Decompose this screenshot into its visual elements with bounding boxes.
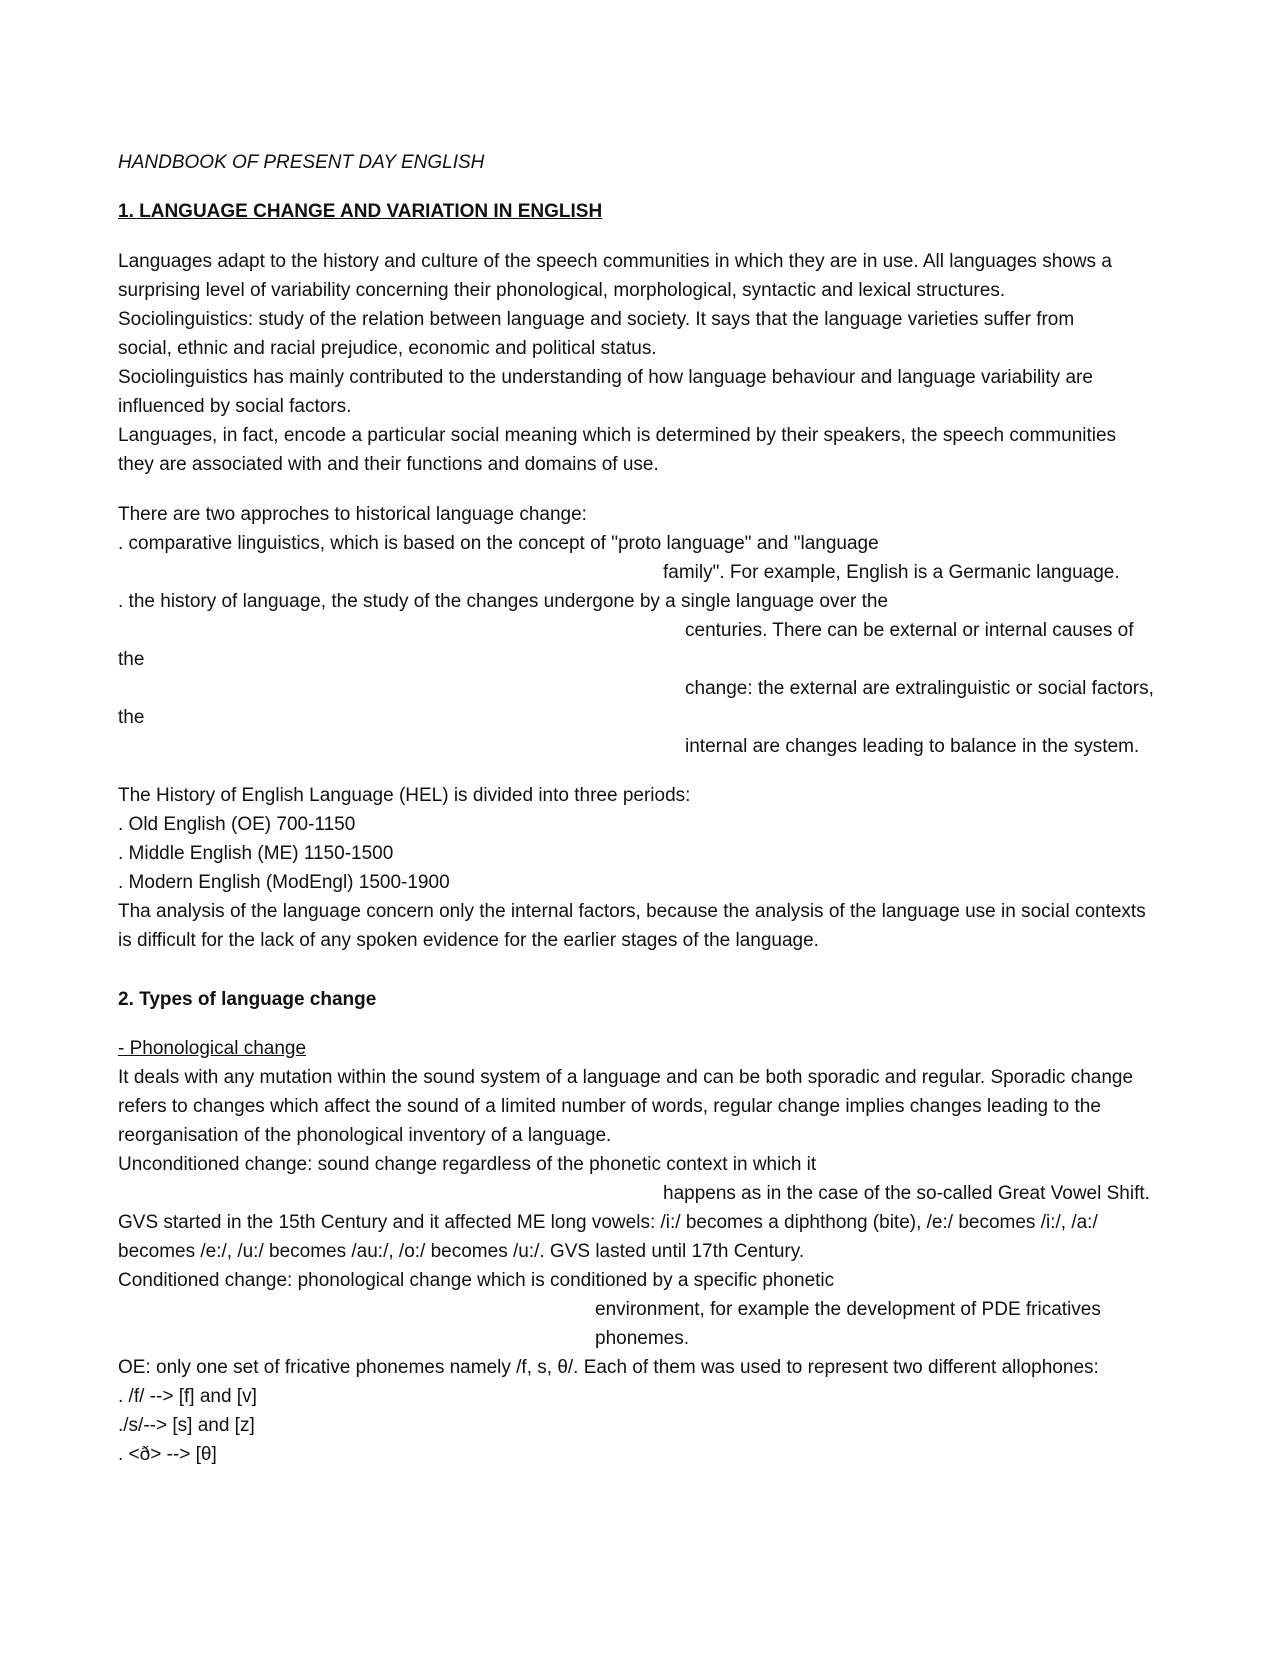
- period-item: . Modern English (ModEngl) 1500-1900: [118, 872, 450, 893]
- document-header: HANDBOOK OF PRESENT DAY ENGLISH: [118, 152, 485, 173]
- conditioned-change-line-3: phonemes.: [595, 1328, 690, 1349]
- section-1-heading: 1. LANGUAGE CHANGE AND VARIATION IN ENGLISH: [118, 201, 603, 222]
- phonological-line-3: reorganisation of the phonological inventory of a language.: [118, 1125, 612, 1146]
- intro-line-1: Languages adapt to the history and culture of the speech communities in which they are in use. All languages shows a: [118, 251, 1112, 272]
- unconditioned-change-line-1: Unconditioned change: sound change regardless of the phonetic context in which it: [118, 1154, 817, 1175]
- intro-line-5: Sociolinguistics has mainly contributed to the understanding of how language behaviour and language variability are: [118, 367, 1093, 388]
- allophone-item: . <ð> --> [θ]: [118, 1444, 217, 1465]
- intro-line-4: social, ethnic and racial prejudice, economic and political status.: [118, 338, 657, 359]
- unconditioned-change-line-2: happens as in the case of the so-called Great Vowel Shift.: [663, 1183, 1150, 1204]
- periods-analysis-line-2: is difficult for the lack of any spoken evidence for the earlier stages of the language.: [118, 930, 819, 951]
- approach-history-line-3: the: [118, 649, 145, 670]
- approach-history-line-6: internal are changes leading to balance in the system.: [685, 736, 1140, 757]
- approaches-lead: There are two approches to historical language change:: [118, 504, 587, 525]
- section-2-heading: 2. Types of language change: [118, 989, 377, 1010]
- approach-comparative-line-1: . comparative linguistics, which is based on the concept of "proto language" and "language: [118, 533, 879, 554]
- period-item: . Middle English (ME) 1150-1500: [118, 843, 394, 864]
- conditioned-change-line-1: Conditioned change: phonological change which is conditioned by a specific phonetic: [118, 1270, 835, 1291]
- intro-line-2: surprising level of variability concerning their phonological, morphological, syntactic and lexical structures.: [118, 280, 1006, 301]
- intro-line-8: they are associated with and their functions and domains of use.: [118, 454, 659, 475]
- gvs-line-1: GVS started in the 15th Century and it affected ME long vowels: /i:/ becomes a diphthong (bite), /e:/ becomes /i:/, /a:/: [118, 1212, 1098, 1233]
- periods-analysis-line-1: Tha analysis of the language concern only the internal factors, because the analysis of the language use in social contexts: [118, 901, 1146, 922]
- allophone-item: ./s/--> [s] and [z]: [118, 1415, 255, 1436]
- period-item: . Old English (OE) 700-1150: [118, 814, 356, 835]
- approach-history-line-5: the: [118, 707, 145, 728]
- conditioned-change-line-2: environment, for example the development of PDE fricatives: [595, 1299, 1101, 1320]
- approach-history-line-4: change: the external are extralinguistic or social factors,: [685, 678, 1154, 699]
- oe-fricatives-line: OE: only one set of fricative phonemes namely /f, s, θ/. Each of them was used to represent two different allophones:: [118, 1357, 1099, 1378]
- phonological-line-2: refers to changes which affect the sound of a limited number of words, regular change implies changes leading to the: [118, 1096, 1101, 1117]
- allophone-item: . /f/ --> [f] and [v]: [118, 1386, 257, 1407]
- phonological-change-heading: - Phonological change: [118, 1038, 307, 1059]
- intro-line-7: Languages, in fact, encode a particular social meaning which is determined by their speakers, the speech communities: [118, 425, 1117, 446]
- approach-history-line-1: . the history of language, the study of the changes undergone by a single language over the: [118, 591, 889, 612]
- periods-lead: The History of English Language (HEL) is divided into three periods:: [118, 785, 691, 806]
- gvs-line-2: becomes /e:/, /u:/ becomes /au:/, /o:/ becomes /u:/. GVS lasted until 17th Century.: [118, 1241, 805, 1262]
- phonological-line-1: It deals with any mutation within the sound system of a language and can be both sporadic and regular. Sporadic change: [118, 1067, 1134, 1088]
- approach-history-line-2: centuries. There can be external or internal causes of: [685, 620, 1134, 641]
- intro-line-3: Sociolinguistics: study of the relation between language and society. It says that the language varieties suffer from: [118, 309, 1075, 330]
- intro-line-6: influenced by social factors.: [118, 396, 352, 417]
- approach-comparative-line-2: family". For example, English is a Germanic language.: [663, 562, 1120, 583]
